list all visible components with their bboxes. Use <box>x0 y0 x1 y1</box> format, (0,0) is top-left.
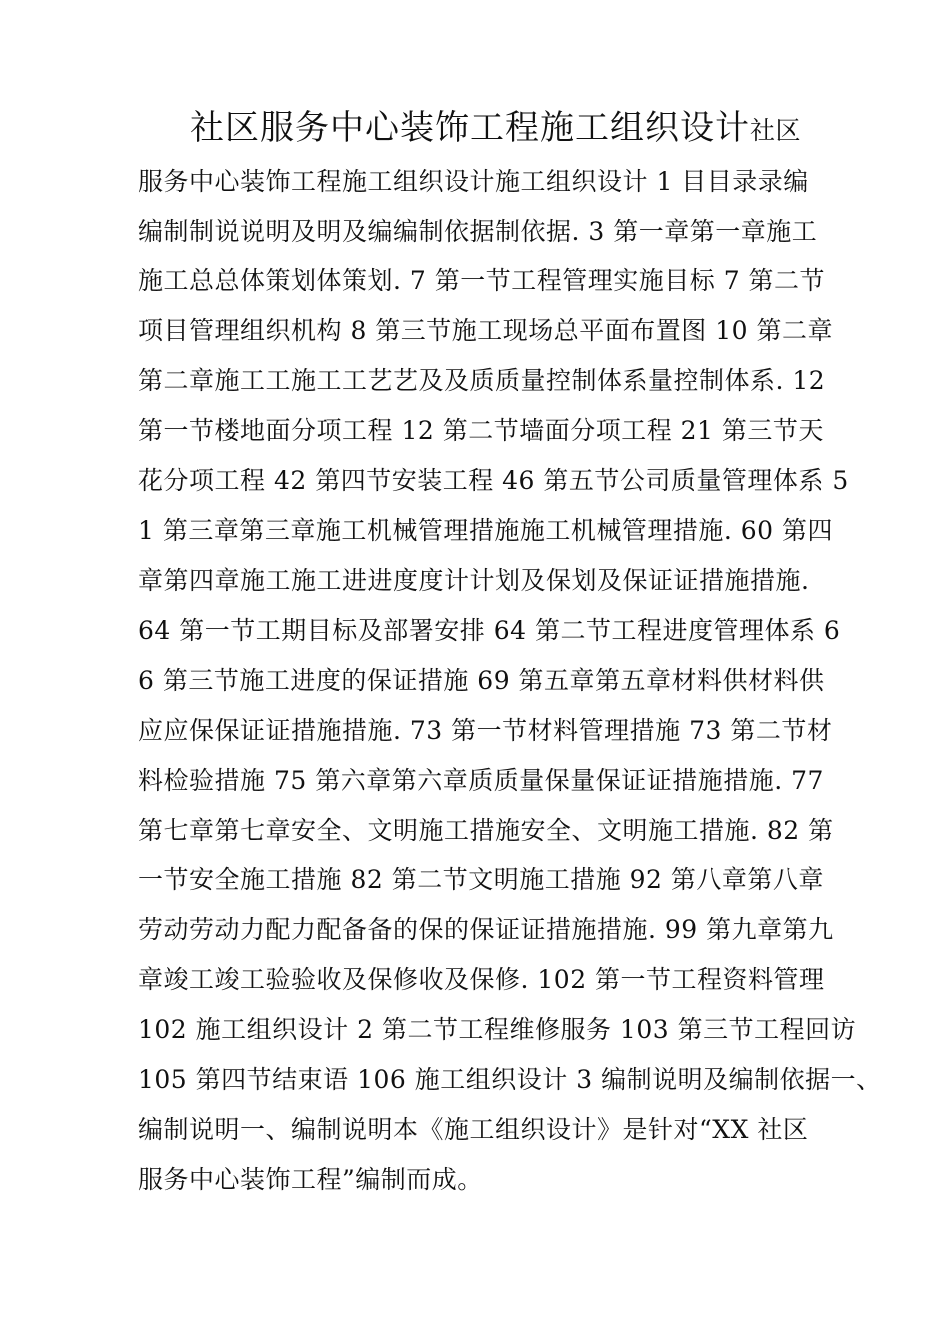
body-line: 编制说明一、编制说明本《施工组织设计》是针对“XX 社区 <box>138 1115 809 1144</box>
body-line: 料检验措施 75 第六章第六章质质量保量保证证措施措施. 77 <box>138 766 824 795</box>
body-line: 第一节楼地面分项工程 12 第二节墙面分项工程 21 第三节天 <box>138 416 824 445</box>
title-line <box>190 106 801 156</box>
body-line: 章第四章施工施工进进度度计计划及保划及保证证措施措施. <box>138 566 810 595</box>
body-line: 花分项工程 42 第四节安装工程 46 第五节公司质量管理体系 5 <box>138 466 849 495</box>
body-line: 服务中心装饰工程”编制而成。 <box>138 1165 483 1194</box>
body-line: 劳动劳动力配力配备备的保的保证证措施措施. 99 第九章第九 <box>138 915 834 944</box>
body-line: 编制制说说明及明及编编制依据制依据. 3 第一章第一章施工 <box>138 217 818 246</box>
body-line: 第二章施工工施工工艺艺及及质质量控制体系量控制体系. 12 <box>138 366 826 395</box>
body-line: 项目管理组织机构 8 第三节施工现场总平面布置图 10 第二章 <box>138 316 834 345</box>
body-line: 第七章第七章安全、文明施工措施安全、文明施工措施. 82 第 <box>138 816 834 845</box>
body-line: 102 施工组织设计 2 第二节工程维修服务 103 第三节工程回访 <box>138 1015 857 1044</box>
body-line: 6 第三节施工进度的保证措施 69 第五章第五章材料供材料供 <box>138 666 825 695</box>
document-title: 社区服务中心装饰工程施工组织设计 <box>190 108 750 148</box>
body-line: 一节安全施工措施 82 第二节文明施工措施 92 第八章第八章 <box>138 865 824 894</box>
body-line: 1 第三章第三章施工机械管理措施施工机械管理措施. 60 第四 <box>138 516 834 545</box>
body-line: 应应保保证证措施措施. 73 第一节材料管理措施 73 第二节材 <box>138 716 833 745</box>
body-line: 64 第一节工期目标及部署安排 64 第二节工程进度管理体系 6 <box>138 616 841 645</box>
body-line: 施工总总体策划体策划. 7 第一节工程管理实施目标 7 第二节 <box>138 266 826 295</box>
body-line: 105 第四节结束语 106 施工组织设计 3 编制说明及编制依据一、 <box>138 1065 882 1094</box>
body-line: 服务中心装饰工程施工组织设计施工组织设计 1 目目录录编 <box>138 167 809 196</box>
title-continuation: 社区 <box>750 116 802 145</box>
body-line: 章竣工竣工验验收及保修收及保修. 102 第一节工程资料管理 <box>138 965 825 994</box>
